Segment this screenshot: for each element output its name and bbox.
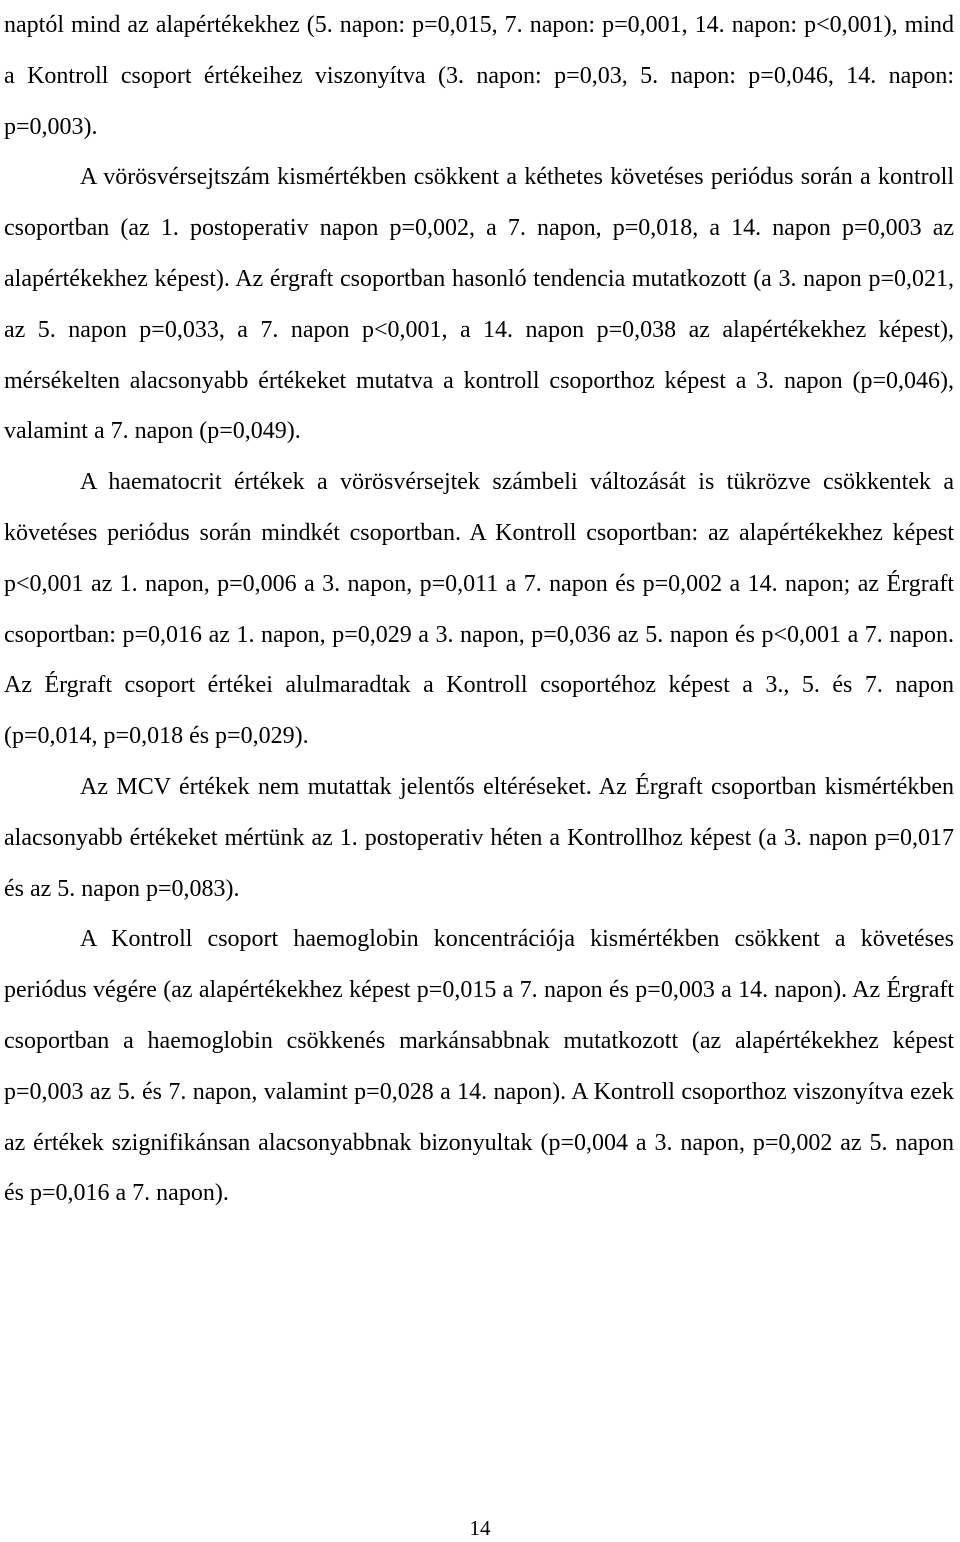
paragraph-haematocrit: A haematocrit értékek a vörösvérsejtek számbeli változását is tükrözve csökkentek a követéses periódus során mindkét csoportban. A Kontroll csoportban: az alapértékekhez képest p<0,001 az 1. napon, p=0,006 a 3. napon, p=0,011 a 7. napon és p=0,002 a 14. napon; az Érgraft csoportban: p=0,016 az 1. napon, p=0,029 a 3. napon, p=0,036 az 5. napon és p<0,001 a 7. napon. Az Érgraft csoport értékei alulmaradtak a Kontroll csoportéhoz képest a 3., 5. és 7. napon (p=0,014, p=0,018 és p=0,029).	[4, 469, 954, 750]
paragraph-continuation: naptól mind az alapértékekhez (5. napon: p=0,015, 7. napon: p=0,001, 14. napon: p<0,001), mind a Kontroll csoport értékeihez viszonyítva (3. napon: p=0,03, 5. napon: p=0,046, 14. napon: p=0,003).	[4, 12, 954, 140]
page-number: 14	[469, 1516, 491, 1540]
paragraph-haemoglobin: A Kontroll csoport haemoglobin koncentrációja kismértékben csökkent a követéses periódus végére (az alapértékekhez képest p=0,015 a 7. napon és p=0,003 a 14. napon). Az Érgraft csoportban a haemoglobin csökkenés markánsabbnak mutatkozott (az alapértékekhez képest p=0,003 az 5. és 7. napon, valamint p=0,028 a 14. napon). A Kontroll csoporthoz viszonyítva ezek az értékek szignifikánsan alacsonyabbnak bizonyultak (p=0,004 a 3. napon, p=0,002 az 5. napon és p=0,016 a 7. napon).	[4, 926, 954, 1207]
body-text	[4, 0, 954, 1219]
paragraph-rbc: A vörösvérsejtszám kismértékben csökkent a kéthetes követéses periódus során a kontroll csoportban (az 1. postoperativ napon p=0,002, a 7. napon, p=0,018, a 14. napon p=0,003 az alapértékekhez képest). Az érgraft csoportban hasonló tendencia mutatkozott (a 3. napon p=0,021, az 5. napon p=0,033, a 7. napon p<0,001, a 14. napon p=0,038 az alapértékekhez képest), mérsékelten alacsonyabb értékeket mutatva a kontroll csoporthoz képest a 3. napon (p=0,046), valamint a 7. napon (p=0,049).	[4, 164, 954, 445]
paragraph-mcv: Az MCV értékek nem mutattak jelentős eltéréseket. Az Érgraft csoportban kismértékben alacsonyabb értékeket mértünk az 1. postoperativ héten a Kontrollhoz képest (a 3. napon p=0,017 és az 5. napon p=0,083).	[4, 773, 954, 902]
